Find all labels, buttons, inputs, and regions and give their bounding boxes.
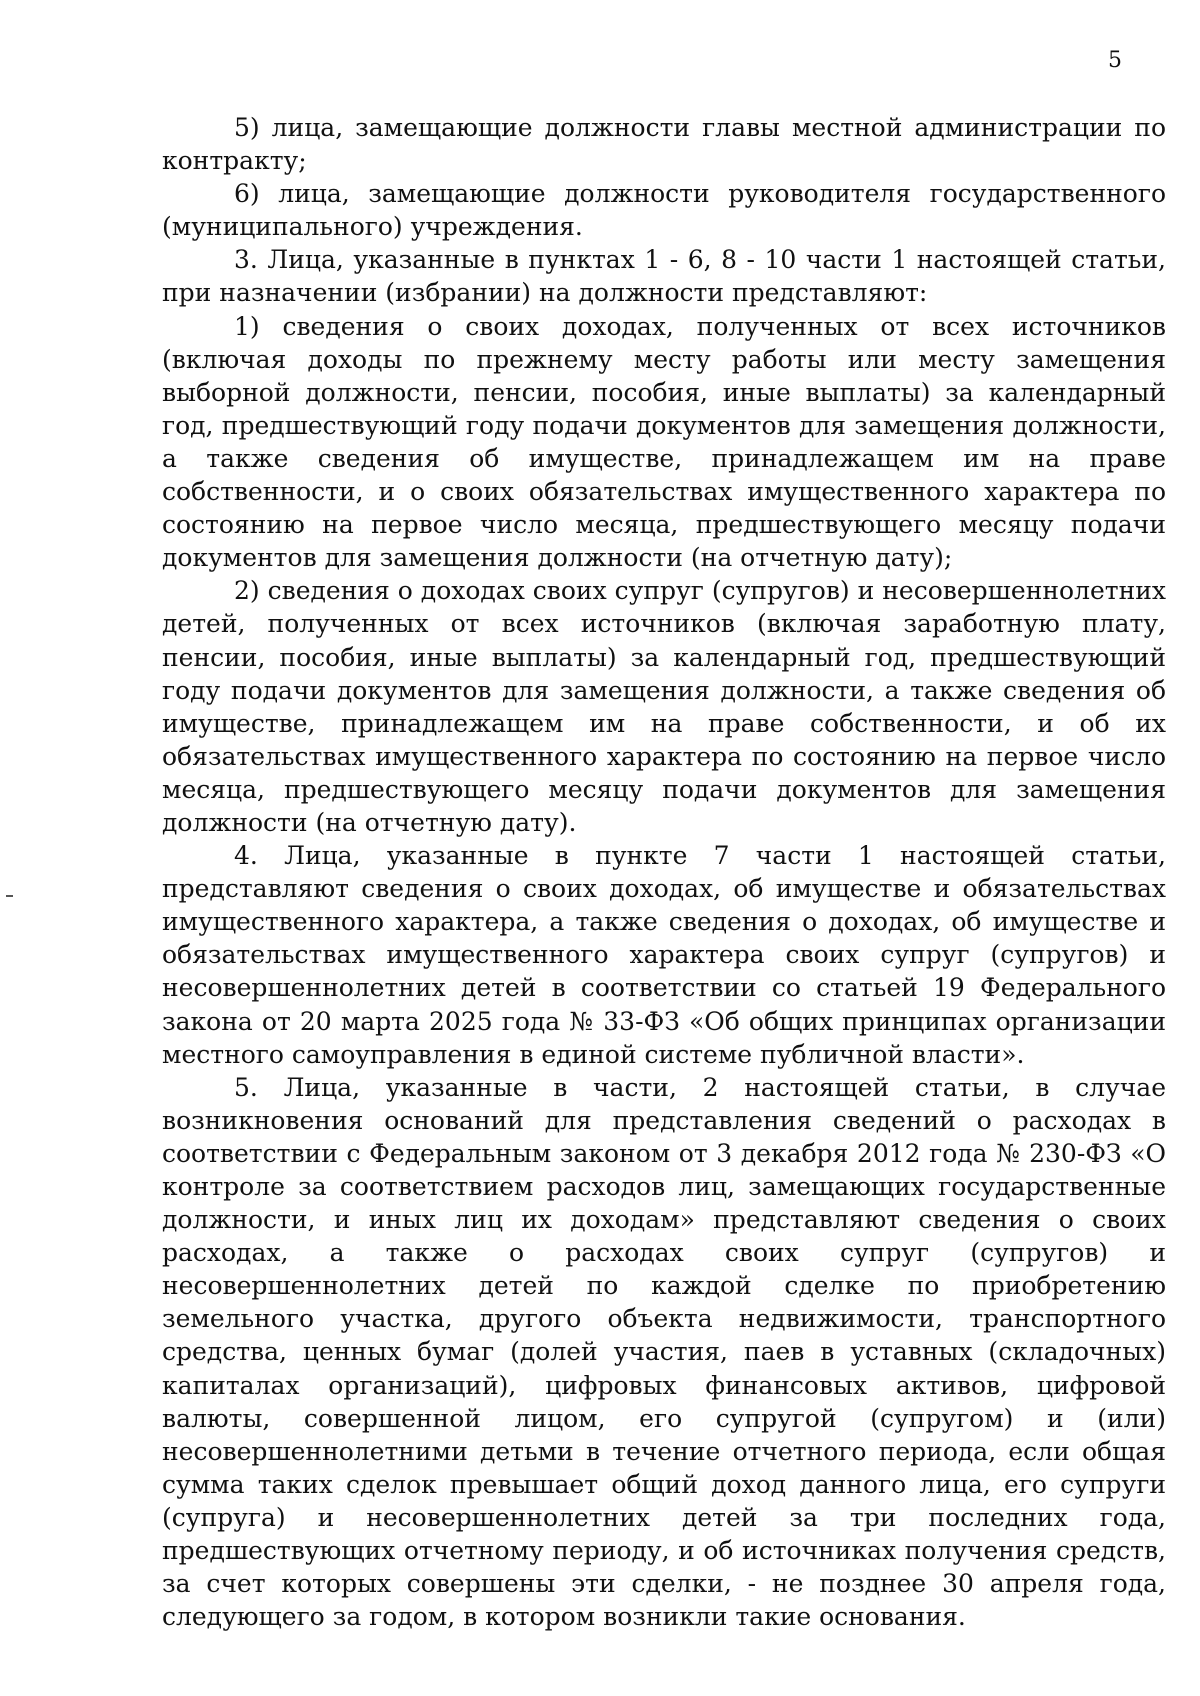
paragraph-clause-3: 3. Лица, указанные в пунктах 1 - 6, 8 - 10 части 1 настоящей статьи, при назначении (избрании) на должности представляют:	[162, 245, 1166, 308]
paragraph-item-5: 5) лица, замещающие должности главы местной администрации по контракту;	[162, 113, 1166, 176]
scan-mark	[6, 895, 13, 897]
paragraph-clause-4: 4. Лица, указанные в пункте 7 части 1 настоящей статьи, представляют сведения о своих доходах, об имуществе и обязательствах имущественного характера, а также сведения о доходах, об имуществе и обязательствах имущественного характера своих супруг (супругов) и несовершеннолетних детей в соответствии со статьей 19 Федерального закона от 20 марта 2025 года № 33-ФЗ «Об общих принципах организации местного самоуправления в единой системе публичной власти».	[162, 841, 1166, 1069]
paragraph-clause-3-item-2: 2) сведения о доходах своих супруг (супругов) и несовершеннолетних детей, полученных от всех источников (включая заработную плату, пенсии, пособия, иные выплаты) за календарный год, предшествующий году подачи документов для замещения должности, а также сведения об имуществе, принадлежащем им на праве собственности, и об их обязательствах имущественного характера по состоянию на первое число месяца, предшествующего месяцу подачи документов для замещения должности (на отчетную дату).	[162, 576, 1166, 837]
page-number: 5	[1108, 48, 1122, 73]
paragraph-item-6: 6) лица, замещающие должности руководителя государственного (муниципального) учреждения.	[162, 179, 1166, 242]
paragraph-clause-5: 5. Лица, указанные в части, 2 настоящей статьи, в случае возникновения оснований для представления сведений о расходах в соответствии с Федеральным законом от 3 декабря 2012 года № 230-ФЗ «О контроле за соответствием расходов лиц, замещающих государственные должности, и иных лиц их доходам» представляют сведения о своих расходах, а также о расходах своих супруг (супругов) и несовершеннолетних детей по каждой сделке по приобретению земельного участка, другого объекта недвижимости, транспортного средства, ценных бумаг (долей участия, паев в уставных (складочных) капиталах организаций), цифровых финансовых активов, цифровой валюты, совершенной лицом, его супругой (супругом) и (или) несовершеннолетними детьми в течение отчетного периода, если общая сумма таких сделок превышает общий доход данного лица, его супруги (супруга) и несовершеннолетних детей за три последних года, предшествующих отчетному периоду, и об источниках получения средств, за счет которых совершены эти сделки, - не позднее 30 апреля года, следующего за годом, в котором возникли такие основания.	[162, 1072, 1166, 1632]
paragraph-clause-3-item-1: 1) сведения о своих доходах, полученных от всех источников (включая доходы по прежнему месту работы или месту замещения выборной должности, пенсии, пособия, иные выплаты) за календарный год, предшествующий году подачи документов для замещения должности, а также сведения об имуществе, принадлежащем им на праве собственности, и о своих обязательствах имущественного характера по состоянию на первое число месяца, предшествующего месяцу подачи документов для замещения должности (на отчетную дату);	[162, 311, 1166, 573]
document-body	[162, 111, 1166, 1633]
